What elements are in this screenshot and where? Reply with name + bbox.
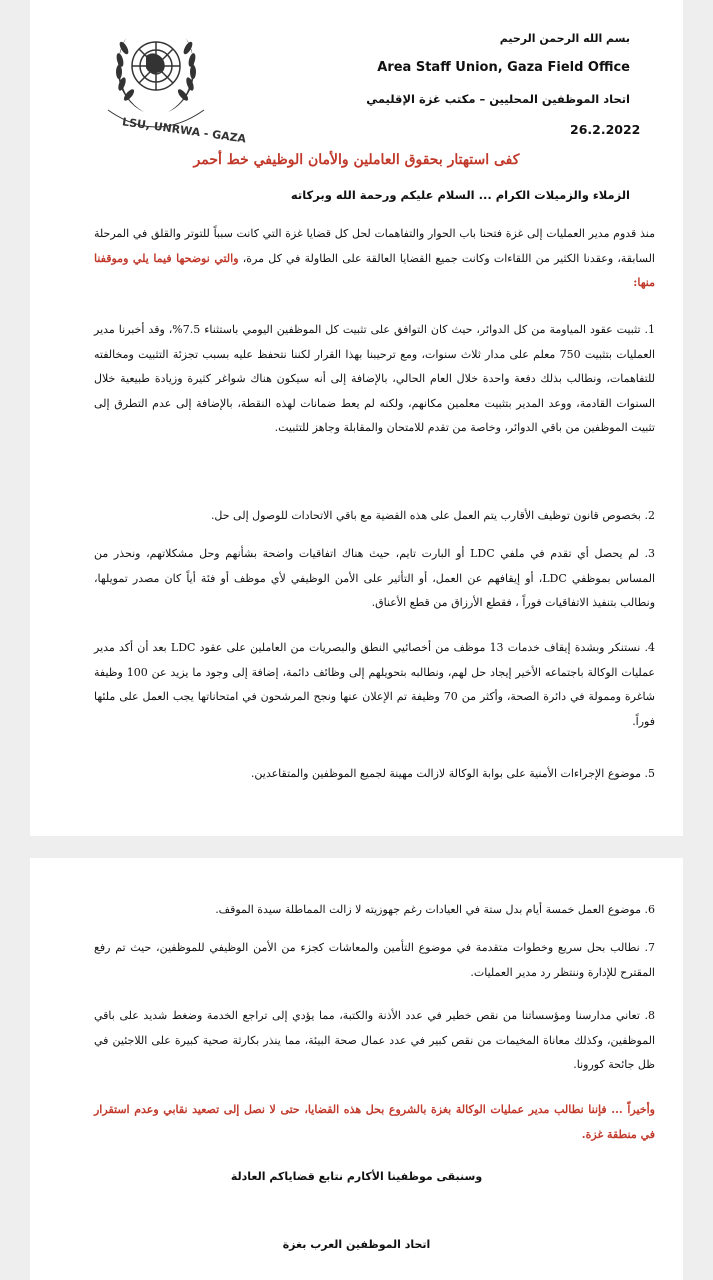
letter-page-1 (30, 0, 683, 836)
intro-text: منذ قدوم مدير العمليات إلى غزة فتحنا باب الحوار والتفاهمات لحل كل قضايا غزة التي كانت سبباً للتوتر والقلق في المرحلة السابقة، وعقدنا الكثير من اللقاءات وكانت جميع القضايا العالقة على الطاولة في كل مرة، (94, 227, 655, 265)
final-demand: وأخيراً ... فإننا نطالب مدير عمليات الوكالة بغزة بالشروع بحل هذه القضايا، حتى لا نصل إلى تصعيد نقابي وعدم استقرار في منطقة غزة. (94, 1103, 655, 1141)
letter-page-2 (30, 858, 683, 1280)
point-6: 6. موضوع العمل خمسة أيام بدل ستة في العيادات رغم جهوزيته لا زالت المماطلة سيدة الموقف. (215, 903, 655, 916)
union-name-english: Area Staff Union, Gaza Field Office (377, 60, 630, 75)
signature: اتحاد الموظفين العرب بغزة (282, 1238, 431, 1251)
greeting: الزملاء والزميلات الكرام ... السلام عليكم ورحمة الله وبركاته (290, 188, 630, 202)
closing-line: وسنبقى موظفينا الأكارم نتابع قضاياكم العادلة (230, 1170, 483, 1183)
logo-caption: LSU, UNRWA - GAZA (121, 115, 247, 146)
letter-date: 26.2.2022 (570, 122, 641, 137)
basmala: بسم الله الرحمن الرحيم (499, 32, 630, 45)
point-5: 5. موضوع الإجراءات الأمنية على بوابة الوكالة لازالت مهينة لجميع الموظفين والمتقاعدين. (250, 767, 655, 780)
point-8: 8. تعاني مدارسنا ومؤسساتنا من نقص خطير في عدد الأذنة والكتبة، مما يؤدي إلى تراجع الخدمة وضغط شديد على باقي الموظفين، وكذلك معاناة المخيمات من نقص كبير في عدد عمال صحة البيئة، مما ينذر بكارثة صحية كبيرة على اللاجئين في ظل جائحة كورونا. (94, 1009, 655, 1071)
point-4: 4. نستنكر وبشدة إيقاف خدمات 13 موظف من أخصائيي النطق والبصريات من العاملين على عقود LDC بعد أن أكد مدير عمليات الوكالة باجتماعه الأخير إيجاد حل لهم، ونطالبه بتحويلهم إلى وظائف دائمة، إضافة إلى وجود ما يزيد عن 100 وظيفة شاغرة وممولة في دائرة الصحة، وأكثر من 70 وظيفة تم الإعلان عنها ونجح المرشحون في امتحاناتها يجب العمل على ملئها فوراً. (94, 641, 656, 728)
point-3: 3. لم يحصل أي تقدم في ملفي LDC أو البارت تايم، حيث هناك اتفاقيات واضحة بشأنهم وحل مشكلاتهم، ونحذر من المساس بموظفي LDC، أو إيقافهم عن العمل، أو التأثير على الأمن الوظيفي لأي موظف أو فئة أياً كان مصدر تمويلها، ونطالب بتنفيذ الاتفاقيات فوراً ، فقطع الأرزاق من قطع الأعناق. (94, 547, 655, 609)
point-7: 7. نطالب بحل سريع وخطوات متقدمة في موضوع التأمين والمعاشات كجزء من الأمن الوظيفي للموظفين، حيث تم رفع المقترح للإدارة وننتظر رد مدير العمليات. (94, 941, 655, 979)
point-1: 1. تثبيت عقود المياومة من كل الدوائر، حيث كان التوافق على تثبيت كل الموظفين اليومي باستثناء 7.5%، وقد أخبرنا مدير العمليات بتثبيت 750 معلم على مدار ثلاث سنوات، ومع ترحيبنا بهذا القرار لكننا نتحفظ عليه بسبب تجزئة التثبيت ومخالفته للتفاهمات، ونطالب بذلك دفعة واحدة خلال العام الحالي، بالإضافة إلى أنه سيكون هناك شواغر كثيرة وزيادة طبيعية خلال السنوات القادمة، ووعد المدير بتثبيت معلمين مكانهم، ولكنه لم يعط ضمانات لهذه النقطة، بالإضافة إلى عدم التطرق إلى تثبيت الموظفين من باقي الدوائر، وخاصة من تقدم للامتحان والمقابلة وجاهز للتثبيت. (94, 323, 656, 434)
union-logo (86, 18, 247, 146)
intro-paragraph (94, 222, 655, 296)
union-name-arabic: اتحاد الموظفين المحليين – مكتب غزة الإقليمي (366, 92, 630, 106)
letter-title: كفى استهتار بحقوق العاملين والأمان الوظيفي خط أحمر (193, 152, 520, 168)
intro-highlight: والتي نوضحها فيما يلي وموقفنا منها: (94, 251, 655, 289)
point-2: 2. بخصوص قانون توظيف الأقارب يتم العمل على هذه القضية مع باقي الاتحادات للوصول إلى حل. (210, 509, 655, 522)
